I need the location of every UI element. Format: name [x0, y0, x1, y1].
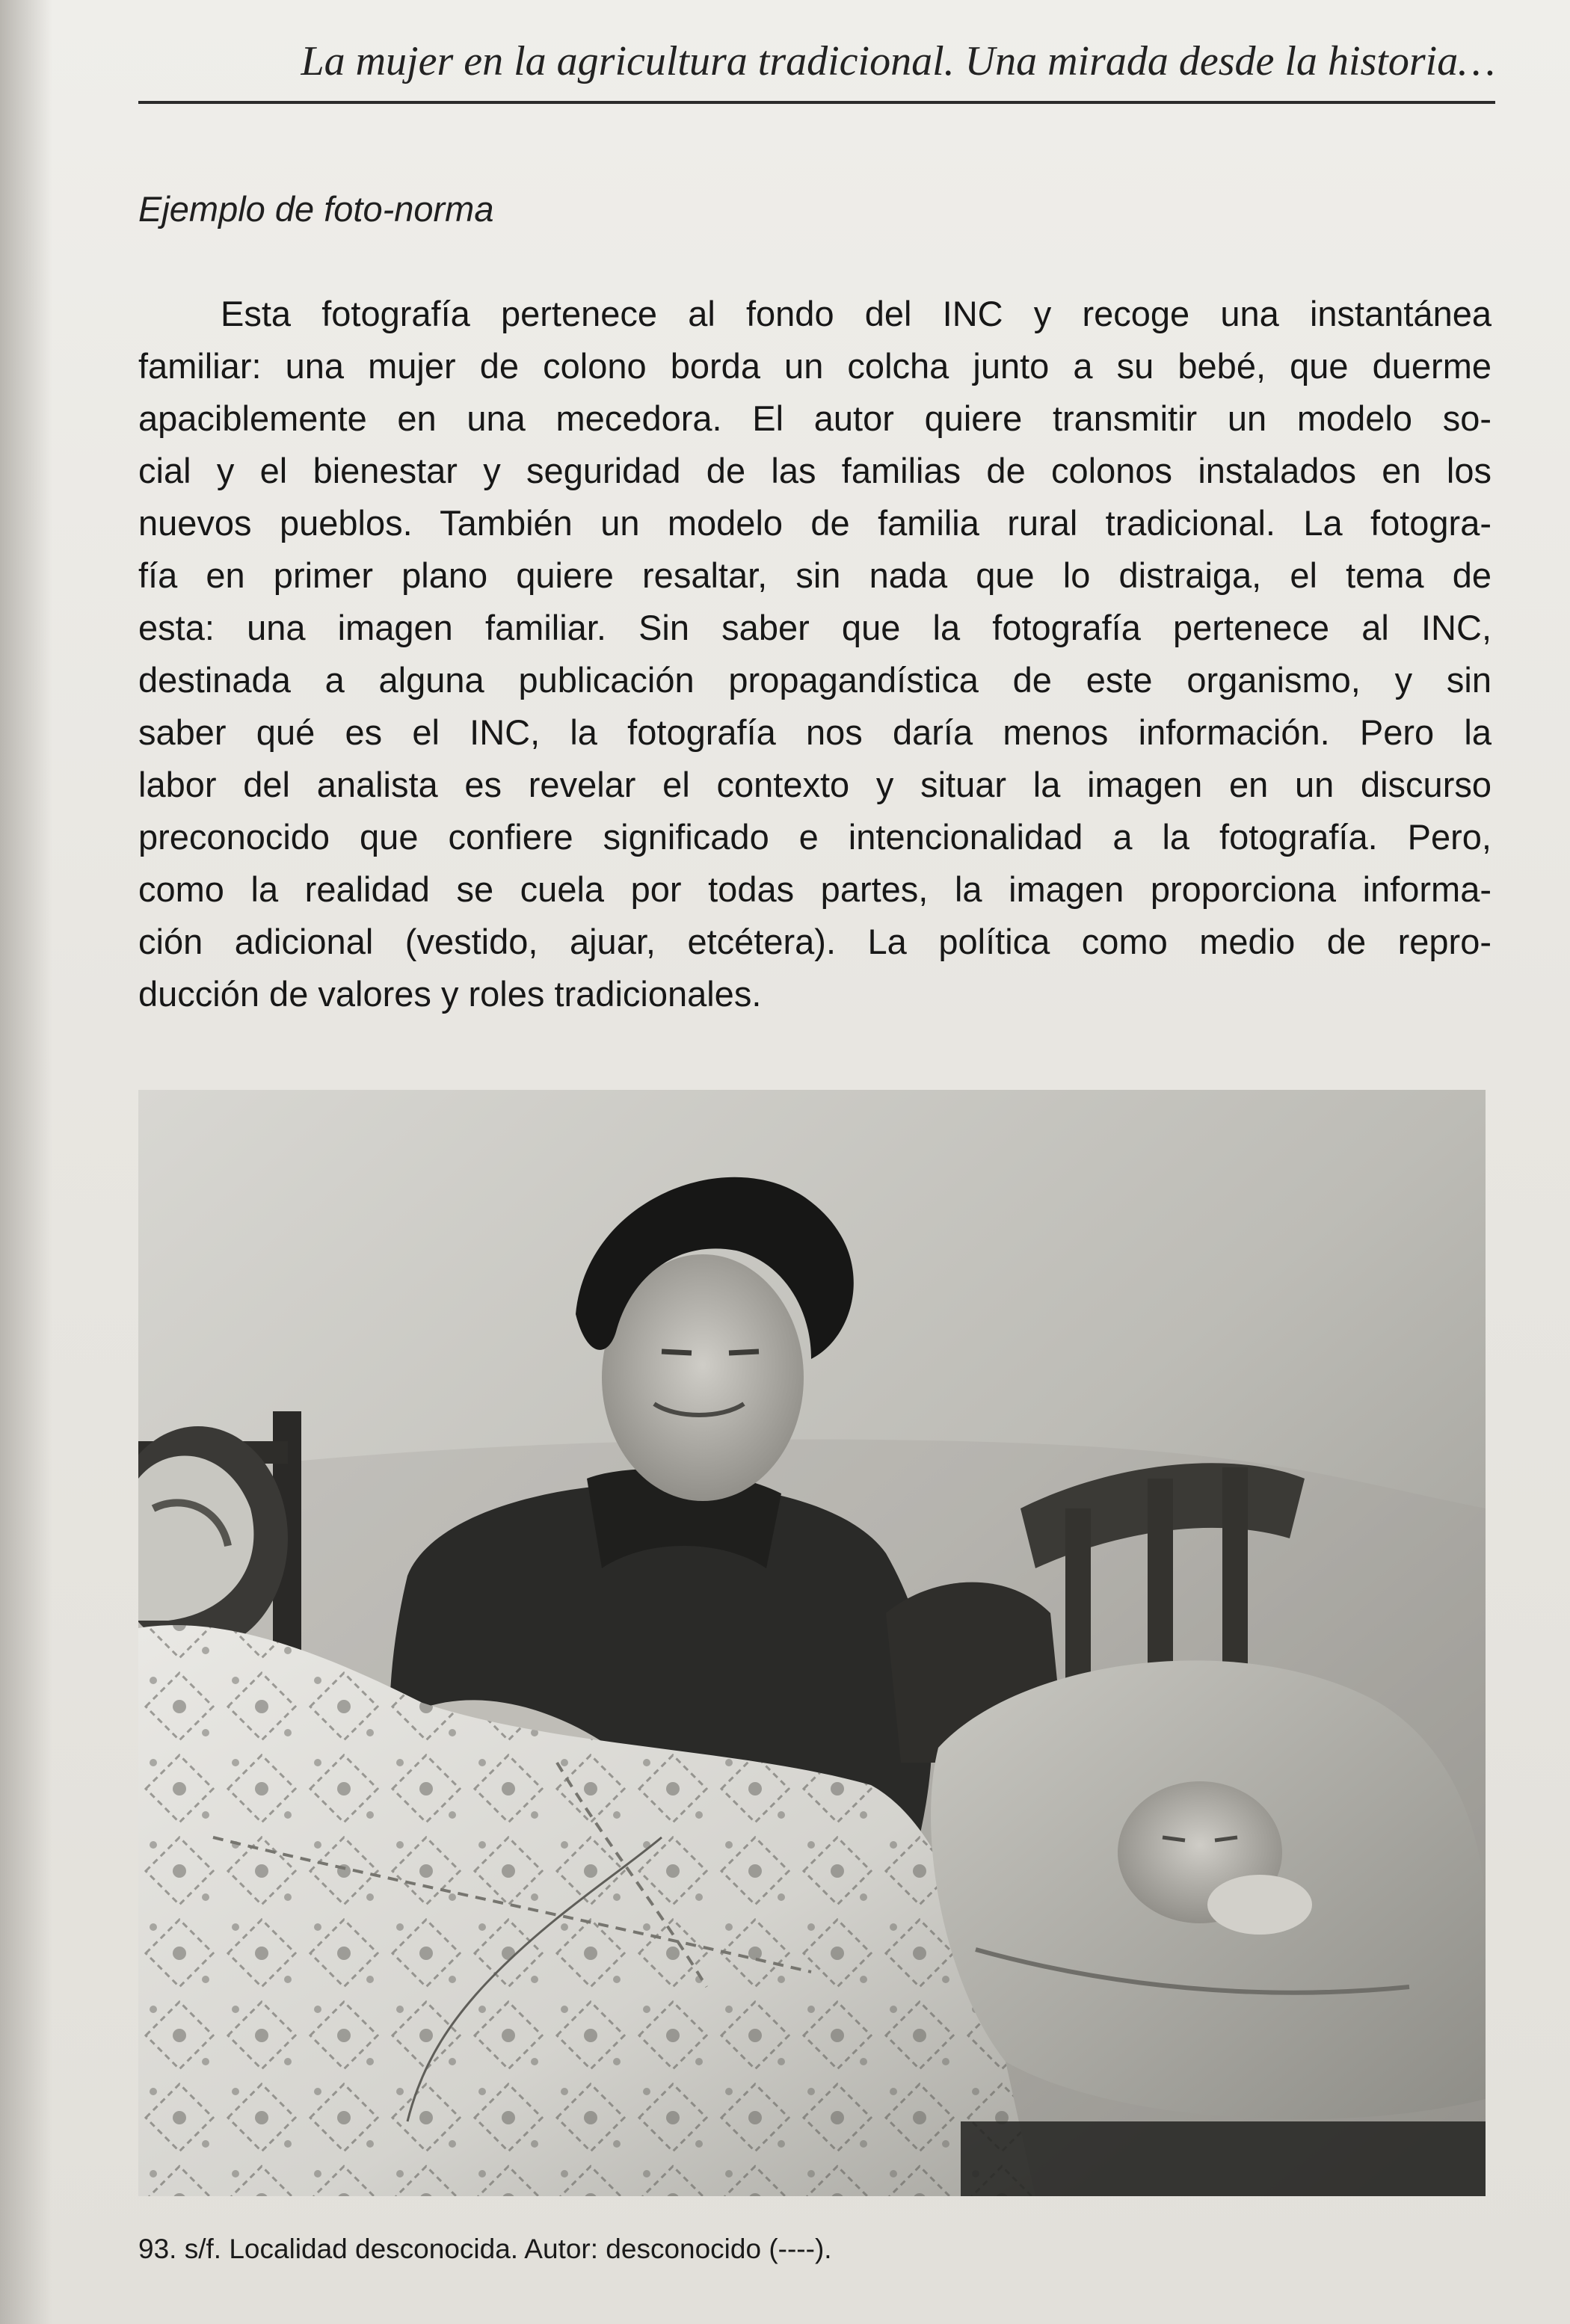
figure-caption: 93. s/f. Localidad desconocida. Autor: desconocido (----). [138, 2234, 832, 2264]
body-line: cial y el bienestar y seguridad de las familias de colonos instalados en los [138, 451, 1492, 490]
body-line: como la realidad se cuela por todas partes, la imagen proporciona informa- [138, 869, 1492, 909]
body-line: ducción de valores y roles tradicionales. [138, 974, 762, 1014]
body-line: labor del analista es revelar el contexto y situar la imagen en un discurso [138, 765, 1492, 804]
body-line: Esta fotografía pertenece al fondo del INC y recoge una instantánea [221, 294, 1492, 333]
body-line: fía en primer plano quiere resaltar, sin nada que lo distraiga, el tema de [138, 555, 1492, 595]
body-line: apaciblemente en una mecedora. El autor quiere transmitir un modelo so- [138, 398, 1492, 438]
photograph-illustration [138, 1090, 1486, 2196]
body-line: saber qué es el INC, la fotografía nos daría menos información. Pero la [138, 712, 1492, 752]
body-line: nuevos pueblos. También un modelo de familia rural tradicional. La fotogra- [138, 503, 1492, 543]
photo-baby-in-blanket [931, 1660, 1486, 2119]
body-line: destinada a alguna publicación propagandística de este organismo, y sin [138, 660, 1492, 700]
page-gutter-shadow [0, 0, 52, 2324]
body-line: ción adicional (vestido, ajuar, etcétera). La política como medio de repro- [138, 922, 1492, 961]
body-line: familiar: una mujer de colono borda un colcha junto a su bebé, que duerme [138, 346, 1492, 386]
running-header: La mujer en la agricultura tradicional. Una mirada desde la historia… [301, 38, 1495, 84]
body-paragraph [138, 288, 1492, 1020]
photograph-woman-embroidering-with-baby [138, 1090, 1486, 2196]
header-rule [138, 101, 1495, 104]
section-title: Ejemplo de foto-norma [138, 189, 494, 229]
body-line: esta: una imagen familiar. Sin saber que la fotografía pertenece al INC, [138, 608, 1492, 647]
body-line: preconocido que confiere significado e intencionalidad a la fotografía. Pero, [138, 817, 1492, 857]
